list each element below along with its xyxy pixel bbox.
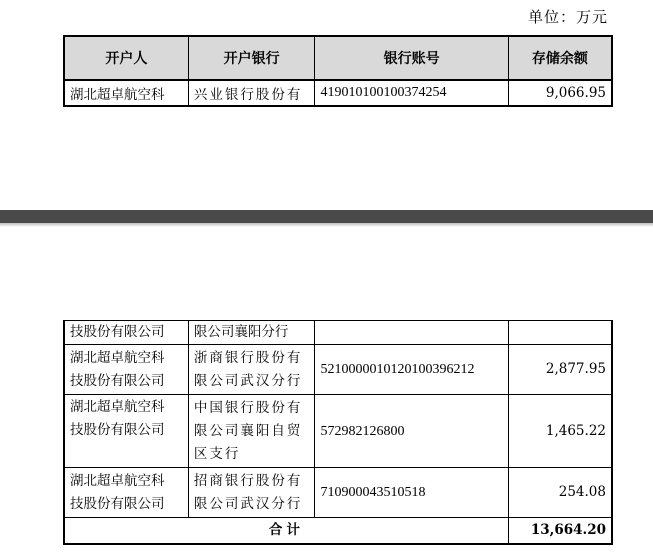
cell-balance: 254.08 bbox=[508, 468, 612, 518]
page-break-divider bbox=[0, 210, 653, 223]
header-bank: 开户银行 bbox=[188, 36, 315, 80]
cell-bank: 限公司襄阳分行 bbox=[188, 321, 315, 345]
account-number: 521000001012010039621 bbox=[320, 362, 468, 377]
cell-holder: 湖北超卓航空科 bbox=[64, 80, 188, 106]
bank-line: 限公司武汉分行 bbox=[193, 495, 303, 512]
cell-account: 710900043510518 bbox=[315, 468, 508, 518]
table-row bbox=[64, 395, 612, 468]
total-label: 合计 bbox=[64, 518, 508, 544]
cell-balance: 9,066.95 bbox=[508, 80, 612, 106]
table-row bbox=[64, 80, 612, 106]
cell-bank bbox=[188, 468, 315, 518]
cell-account bbox=[315, 321, 508, 345]
unit-label: 单位：万元 bbox=[527, 8, 608, 26]
holder-line: 湖北超卓航空科 bbox=[70, 399, 165, 415]
table-row bbox=[64, 321, 612, 345]
cell-balance: 2,877.95 bbox=[508, 345, 612, 395]
cell-holder bbox=[64, 395, 188, 468]
cell-holder bbox=[64, 468, 188, 518]
deposit-table-continued bbox=[63, 320, 613, 545]
account-number-tail: 2 bbox=[467, 362, 475, 377]
cell-holder bbox=[64, 345, 188, 395]
header-account: 银行账号 bbox=[315, 36, 508, 80]
bank-line: 区支行 bbox=[193, 445, 241, 462]
cell-bank bbox=[188, 345, 315, 395]
cell-account: 419010100100374254 bbox=[315, 80, 508, 106]
holder-line: 湖北超卓航空科 bbox=[70, 472, 165, 489]
cell-bank: 兴业银行股份有 bbox=[188, 80, 315, 106]
holder-line: 技股份有限公司 bbox=[70, 372, 165, 389]
header-balance: 存储余额 bbox=[508, 36, 612, 80]
bank-line: 中国银行股份有 bbox=[193, 399, 303, 416]
table-header-row bbox=[64, 36, 612, 80]
total-value: 13,664.20 bbox=[508, 518, 612, 544]
table-row bbox=[64, 345, 612, 395]
bank-line: 限公司武汉分行 bbox=[193, 372, 303, 389]
total-row bbox=[64, 518, 612, 544]
header-holder: 开户人 bbox=[64, 36, 188, 80]
cell-holder: 技股份有限公司 bbox=[64, 321, 188, 345]
bank-line: 浙商银行股份有 bbox=[193, 349, 303, 366]
bank-line: 限公司襄阳自贸 bbox=[193, 422, 303, 439]
holder-line: 技股份有限公司 bbox=[70, 495, 165, 512]
deposit-table-header-section bbox=[63, 35, 613, 107]
cell-account: 572982126800 bbox=[315, 395, 508, 468]
bank-line: 招商银行股份有 bbox=[193, 472, 303, 489]
page-break-shadow bbox=[0, 223, 653, 227]
holder-line: 湖北超卓航空科 bbox=[70, 349, 165, 366]
table-row bbox=[64, 468, 612, 518]
cell-bank bbox=[188, 395, 315, 468]
cell-account bbox=[315, 345, 508, 395]
holder-line: 技股份有限公司 bbox=[70, 422, 165, 438]
cell-balance bbox=[508, 321, 612, 345]
cell-balance: 1,465.22 bbox=[508, 395, 612, 468]
